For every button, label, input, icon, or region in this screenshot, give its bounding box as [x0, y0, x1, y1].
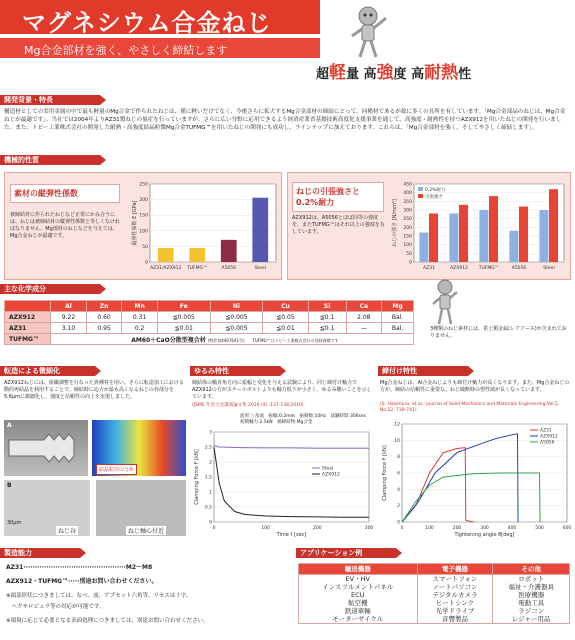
- table-header-cell: Fe: [157, 301, 210, 312]
- bar: [252, 198, 268, 262]
- x-axis-label: Time t [sec]: [276, 532, 307, 538]
- y-tick-label: 50: [406, 251, 412, 257]
- x-tick-label: 100: [425, 526, 434, 531]
- y-tick-label: 200: [403, 225, 412, 231]
- micrograph-root: [4, 480, 90, 536]
- legend-label: AZ31: [540, 428, 552, 434]
- loosening-reference: (JSME 年次大会講演論文集 2010 (4) ,137-138,2010): [192, 403, 304, 408]
- y-tick-label: 2: [209, 460, 212, 466]
- rolling-text: AZX912ねじには、組織調整を行なった異種材を用い、さらに転造加工における動的再結晶を利用することで、締結時に応力が最も高くなるねじの谷部分を5.6μmに微細化し、強度と信頼性の向上を実現しました。: [4, 380, 184, 400]
- screw-profile-icon: [4, 420, 88, 476]
- page-subtitle: Mg合金部材を強く、やさしく締結します: [24, 44, 228, 57]
- x-tick-label: A5056: [221, 266, 237, 271]
- tagline-part: 強: [376, 63, 394, 83]
- application-item: 電動工具: [518, 599, 545, 607]
- y-tick-label: 50: [142, 244, 148, 250]
- table-cell: ≦0.01: [157, 323, 210, 334]
- bar: [459, 205, 468, 262]
- application-item: ロボット: [518, 575, 545, 583]
- x-tick-label: AZ31/AZX912: [150, 266, 182, 271]
- y-tick-label: 4: [397, 487, 400, 493]
- section-heading-capability: 製造能力: [0, 548, 80, 558]
- y-tick-label: 150: [139, 213, 148, 219]
- table-cell: 0.2: [122, 323, 158, 334]
- table-header-cell: Ca: [346, 301, 382, 312]
- table-header-cell: Al: [51, 301, 87, 312]
- modulus-title: 素材の縦弾性係数: [10, 184, 120, 203]
- table-cell: AZ31: [5, 323, 51, 334]
- y-tick-label: 2: [397, 504, 400, 510]
- bar: [479, 210, 488, 262]
- table-row: [5, 323, 414, 334]
- y-tick-label: 8: [397, 455, 400, 461]
- tufmg-trademark: TUFMG™はトピー工業株式会社の登録商標です: [252, 337, 339, 343]
- application-item: 光学ドライブ: [435, 607, 475, 615]
- legend-label: AZX912: [322, 472, 340, 478]
- bar: [449, 213, 458, 262]
- y-tick-label: 1: [209, 490, 212, 496]
- table-cell: [51, 334, 414, 345]
- y-tick-label: 400: [403, 191, 412, 197]
- table-header-cell: その他: [493, 564, 570, 575]
- application-item: 音響製品: [441, 615, 468, 623]
- y-tick-label: 0: [409, 260, 412, 266]
- table-cell: 0.31: [122, 312, 158, 323]
- x-tick-label: 0: [400, 526, 404, 531]
- table-header-cell: 輸送機器: [299, 564, 418, 575]
- y-tick-label: 250: [403, 217, 412, 223]
- composition-table: [4, 300, 414, 345]
- y-tick-label: 300: [403, 208, 412, 214]
- label-grain-distribution: 結晶粒径の分布: [96, 464, 137, 475]
- application-item: スマートフォン: [432, 575, 478, 583]
- x-axis-label: Tightening angle θ[deg]: [454, 532, 515, 538]
- table-header-cell: Ni: [210, 301, 263, 312]
- legend-label: 0.2%耐力: [425, 188, 446, 193]
- application-item: ECU: [351, 591, 365, 599]
- caption-root: ねじ谷: [58, 528, 77, 535]
- bar: [509, 231, 518, 262]
- bar: [189, 248, 205, 262]
- micrograph-core: [96, 480, 186, 536]
- application-item: ヒートシンク: [435, 599, 475, 607]
- table-cell: ≦0.1: [308, 323, 346, 334]
- bar: [519, 207, 528, 262]
- bar: [429, 213, 438, 262]
- application-item: 医療機器: [518, 591, 545, 599]
- y-tick-label: 12: [394, 422, 400, 428]
- table-header-cell: [5, 301, 51, 312]
- table-header-cell: 電子機器: [417, 564, 493, 575]
- y-axis-label: 縦弾性係数 E [GPa]: [132, 200, 138, 246]
- y-tick-label: 150: [403, 234, 412, 240]
- x-tick-label: 600: [562, 526, 572, 531]
- loosening-condition-1: 波形:三角波 振幅:0.2mm 振動数:10Hz 試験時間:300sec: [240, 414, 367, 419]
- grain-size-map: [92, 420, 186, 476]
- x-tick-label: AZ31: [423, 266, 435, 271]
- capability-line-5: ※環境に応じて必要となる表面処理につきましては、別途お問い合わせください。: [6, 618, 209, 624]
- legend-label: 引張強さ: [425, 195, 443, 200]
- table-cell: [299, 575, 418, 624]
- tightening-text: Mg合金ねじは、Al合金ねじよりも締付け軸力が高くなります。また、Mg合金ねじの方が、締結の信頼性に重要な、ねじ破断時の塑性域が長くなっています。: [380, 380, 570, 393]
- x-tick-label: 300: [364, 526, 374, 531]
- legend-label: A5056: [540, 440, 555, 446]
- y-tick-label: 1.5: [204, 475, 212, 481]
- tagline-part: 軽: [329, 63, 347, 83]
- loosening-condition-2: 初期軸力:2.5kN 検締結物:Mg合金: [240, 420, 313, 425]
- section-heading-loosening: ゆるみ特性: [190, 366, 280, 376]
- x-tick-label: 200: [313, 526, 322, 531]
- x-tick-label: 400: [507, 526, 517, 531]
- table-cell: Bal.: [382, 323, 414, 334]
- micrograph-screw: [4, 420, 88, 476]
- capability-line-1: AZ31·············································M2〜M8: [6, 564, 153, 571]
- section-heading-background: 開発背景・特長: [0, 95, 100, 105]
- y-tick-label: 0: [209, 520, 212, 526]
- y-tick-label: 0: [145, 260, 148, 266]
- table-cell: AZX912: [5, 312, 51, 323]
- x-tick-label: TUFMG™: [186, 266, 208, 271]
- table-cell: 3.10: [51, 323, 87, 334]
- y-axis-label: ねじの強さ [N/mm²]: [392, 199, 398, 247]
- bar: [489, 196, 498, 262]
- table-cell: ≦0.005: [210, 323, 263, 334]
- applications-table: [298, 563, 570, 624]
- caption-core: ねじ軸心付近: [128, 528, 165, 535]
- x-tick-label: TUFMG™: [478, 266, 500, 271]
- application-item: 航空機: [348, 599, 368, 607]
- x-tick-label: Steel: [543, 266, 555, 271]
- bar: [221, 240, 237, 262]
- tagline-part: 性: [458, 67, 472, 82]
- x-tick-label: 300: [480, 526, 489, 531]
- table-header-cell: Zn: [86, 301, 122, 312]
- loosening-text: 締結体の軸直角方向に振幅と変化を与える試験により、同じ締付け軸力でAZX912の方がスチールボルトよりも軸力低下が小さく、ゆるみ難いことを示しています。: [192, 380, 372, 400]
- table-cell: ≦0.005: [210, 312, 263, 323]
- x-tick-label: AZX912: [450, 266, 468, 271]
- y-tick-label: 0: [397, 520, 400, 526]
- capability-line-2: AZX912・TUFMG™·····別途お問い合わせください。: [6, 578, 158, 585]
- bar: [419, 233, 428, 262]
- tagline-part: 度 高: [393, 67, 425, 82]
- application-item: レジャー用品: [511, 615, 551, 623]
- y-tick-label: 3: [209, 430, 212, 436]
- rare-earth-note: 3種類のねじ素材には、希土類金属(レアアース)が含まれておりません。: [430, 326, 567, 339]
- capability-line-4: ヘクサロビュラ等の対応が可能です。: [6, 604, 105, 610]
- application-item: ノートパソコン: [432, 583, 478, 591]
- y-tick-label: 250: [139, 182, 148, 188]
- table-cell: 0.60: [86, 312, 122, 323]
- x-tick-label: 200: [452, 526, 462, 531]
- loosening-chart: [192, 428, 374, 543]
- table-header-row: [299, 564, 570, 575]
- modulus-text: 被締結材に作られたねじなど正常にかみ合うには、ねじは被締結材の縦弾性係数と等しくなければなりません。Mg部材のねじなどを与えては、Mg合金ねじが最適です。: [10, 212, 121, 239]
- legend-label: Steel: [322, 466, 334, 472]
- page-title: マグネシウム合金ねじ: [22, 9, 272, 37]
- modulus-chart: [128, 176, 280, 278]
- table-cell: ≦0.1: [308, 312, 346, 323]
- label-a: A: [7, 422, 12, 429]
- tensile-text: AZX912は、A5056とほぼ同等の強度を、またTUFMG™はそれ以上の強度を有しています。: [292, 215, 385, 235]
- application-item: インスツルメントパネル: [322, 583, 394, 591]
- y-tick-label: 0.5: [204, 505, 212, 511]
- table-cell: ≦0.01: [263, 323, 308, 334]
- tensile-chart: [388, 176, 568, 278]
- section-heading-tightening: 締付け特性: [378, 366, 468, 376]
- tightening-chart: [380, 420, 572, 543]
- legend-swatch: [418, 187, 423, 191]
- application-item: 鉄道車輛: [344, 607, 371, 615]
- table-row: [5, 334, 414, 345]
- table-cell: 2.08: [346, 312, 382, 323]
- tagline-part: 超: [316, 67, 330, 82]
- background-text: 構造材としての実用金属の中で最も軽量のMg合金で作られたねじは、僅に軽いだけでなく、今後さらに拡大するMg合金部材の締結にとって、同種材であるが故に多くの長所を有しています。「Mg合金部品のねじは、Mg合金ねじが最適です」。当社では2004年よりAZ31製ねじの量産を行っていますが、さらに広い分野に応用できるよう経済産業省基盤技術高度化支援事業を通して、高強度・耐熱性を持つAZX912を用いたねじの開発を行いました。また、トピー工業株式会社の開発した耐熱・高強度結晶粒微Mg合金TUFMG™を用いたねじの開発にも成功し、ラインナップに加えております。これらは、「Mg合金部材を強く、そしてやさしく締結します」。: [4, 109, 566, 131]
- y-tick-label: 350: [403, 199, 412, 205]
- y-tick-label: 450: [403, 182, 412, 188]
- tufmg-patent: (特許第4467641号): [207, 337, 245, 343]
- table-header-cell: Si: [308, 301, 346, 312]
- table-cell: [417, 575, 493, 624]
- y-tick-label: 2.5: [204, 445, 212, 451]
- x-tick-label: 500: [535, 526, 544, 531]
- y-axis-label: Clamping Force F [kN]: [194, 449, 200, 505]
- label-b: B: [7, 482, 12, 489]
- legend-swatch: [418, 194, 423, 198]
- tagline-part: 量 高: [346, 67, 377, 82]
- table-row: [299, 575, 570, 624]
- application-item: EV・HV: [345, 575, 370, 583]
- bar: [549, 189, 558, 262]
- x-tick-label: Steel: [254, 266, 266, 271]
- table-cell: 0.95: [86, 323, 122, 334]
- tagline-part: 耐熱: [424, 63, 459, 83]
- y-tick-label: 100: [403, 243, 412, 249]
- tightening-reference: (S. Hasimura, et al.: Journal of Solid Mechanics and Materials Engineering,Vol.5, No.12, 730-741): [380, 402, 560, 413]
- table-cell: ≦0.005: [157, 312, 210, 323]
- capability-line-3: ※頭部形状につきましては、なべ、皿、アプセット六角等、リセスは十字、: [6, 593, 192, 599]
- y-tick-label: 200: [139, 198, 148, 204]
- table-cell: 9.22: [51, 312, 87, 323]
- tensile-title: ねじの引張強さと0.2%耐力: [292, 182, 384, 212]
- robot-mascot-icon: [340, 2, 400, 62]
- robot-mascot-icon: [430, 278, 460, 326]
- section-heading-composition: 主な化学成分: [0, 284, 100, 294]
- y-tick-label: 10: [394, 438, 400, 444]
- bar: [539, 210, 548, 262]
- section-heading-applications: アプリケーション例: [296, 548, 396, 558]
- application-item: ラジコン: [518, 607, 545, 615]
- table-cell: TUFMG™: [5, 334, 51, 345]
- tufmg-value: AM60＋CaO分散型複合材: [131, 336, 206, 344]
- section-heading-mechanical: 機械的性質: [0, 155, 100, 165]
- bar: [158, 248, 174, 262]
- table-header-cell: Mn: [122, 301, 158, 312]
- header: [0, 0, 575, 82]
- x-tick-label: 100: [261, 526, 270, 531]
- x-tick-label: 0: [212, 526, 216, 531]
- table-header-cell: Mg: [382, 301, 414, 312]
- table-cell: Bal.: [382, 312, 414, 323]
- table-cell: ≦0.05: [263, 312, 308, 323]
- legend-label: AZX912: [540, 434, 558, 440]
- table-header-row: [5, 301, 414, 312]
- tagline: [316, 58, 471, 83]
- application-item: 福祉・介護器具: [508, 583, 554, 591]
- table-cell: [493, 575, 570, 624]
- x-tick-label: A5056: [511, 266, 527, 271]
- table-row: [5, 312, 414, 323]
- application-item: モーターサイクル: [332, 615, 384, 623]
- y-tick-label: 100: [139, 229, 148, 235]
- y-tick-label: 6: [397, 471, 400, 477]
- application-item: デジタルカメラ: [432, 591, 478, 599]
- section-heading-rolling: 転造による微細化: [0, 366, 95, 376]
- y-axis-label: Clamping Force F [kN]: [382, 445, 388, 501]
- table-header-cell: Cu: [263, 301, 308, 312]
- scale-label: 30μm: [7, 520, 22, 526]
- table-cell: —: [346, 323, 382, 334]
